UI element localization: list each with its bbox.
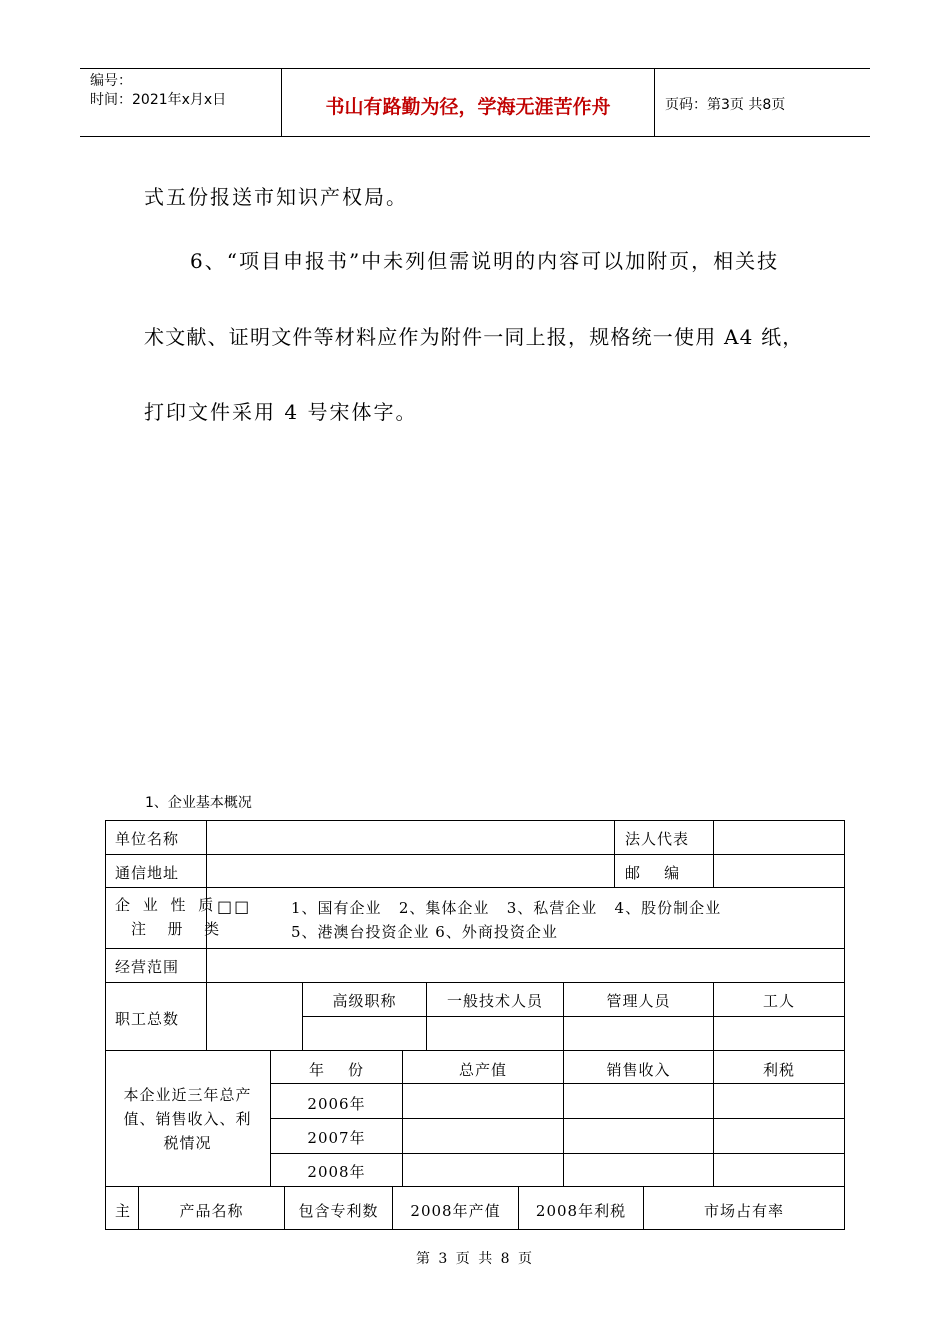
staff-col-header: 高级职称 <box>332 992 397 1010</box>
document-number: 编号： <box>90 73 132 89</box>
year-cell: 2007年 <box>307 1129 366 1147</box>
page-header <box>80 68 870 137</box>
enterprise-info-table <box>105 820 845 1230</box>
staff-col-header: 管理人员 <box>606 992 671 1010</box>
address-label: 通信地址 <box>115 864 180 882</box>
staff-total-label: 职工总数 <box>115 1010 180 1028</box>
staff-col-header: 工人 <box>762 992 795 1010</box>
product-col-header: 市场占有率 <box>703 1202 784 1220</box>
body-line: 打印文件采用 4 号宋体字。 <box>144 400 418 424</box>
nature-options: 1、国有企业 2、集体企业 3、私营企业 4、股份制企业 <box>291 899 722 917</box>
finance-label: 税情况 <box>163 1134 212 1152</box>
finance-col-header: 总产值 <box>458 1061 507 1079</box>
product-col-header: 产品名称 <box>179 1202 244 1220</box>
unit-name-label: 单位名称 <box>115 830 180 848</box>
finance-label: 值、销售收入、利 <box>123 1110 252 1128</box>
postcode-label: 邮 编 <box>625 864 681 882</box>
product-col-header: 2008年利税 <box>535 1202 627 1220</box>
registration-type-label: 注 册 类 <box>131 920 224 938</box>
finance-col-header: 利税 <box>762 1061 795 1079</box>
main-product-label: 主 <box>115 1202 132 1220</box>
product-col-header: 2008年产值 <box>410 1202 501 1220</box>
finance-label: 本企业近三年总产 <box>123 1086 252 1104</box>
document-date: 时间：2021年x月x日 <box>90 92 227 108</box>
finance-col-header: 销售收入 <box>606 1061 671 1079</box>
header-divider <box>281 69 282 136</box>
legal-rep-label: 法人代表 <box>625 830 690 848</box>
nature-options: 5、港澳台投资企业 6、外商投资企业 <box>291 923 558 941</box>
year-cell: 2008年 <box>307 1163 366 1181</box>
header-page-info: 页码：第3页 共8页 <box>665 97 786 113</box>
finance-col-header: 年 份 <box>308 1061 365 1079</box>
year-cell: 2006年 <box>307 1095 366 1113</box>
business-scope-label: 经营范围 <box>115 958 180 976</box>
header-divider <box>654 69 655 136</box>
section-title: 1、企业基本概况 <box>145 795 252 811</box>
enterprise-nature-label: 企 业 性 质 <box>115 896 218 914</box>
body-line: 6、“项目申报书”中未列但需说明的内容可以加附页，相关技 <box>190 249 780 273</box>
body-line: 术文献、证明文件等材料应作为附件一同上报，规格统一使用 A4 纸， <box>144 325 804 349</box>
header-slogan: 书山有路勤为径，学海无涯苦作舟 <box>325 96 611 118</box>
staff-col-header: 一般技术人员 <box>446 992 543 1010</box>
nature-checkboxes[interactable]: □□ <box>217 897 252 916</box>
page-footer: 第 3 页 共 8 页 <box>415 1251 535 1267</box>
body-line: 式五份报送市知识产权局。 <box>144 185 408 209</box>
product-col-header: 包含专利数 <box>298 1202 379 1220</box>
